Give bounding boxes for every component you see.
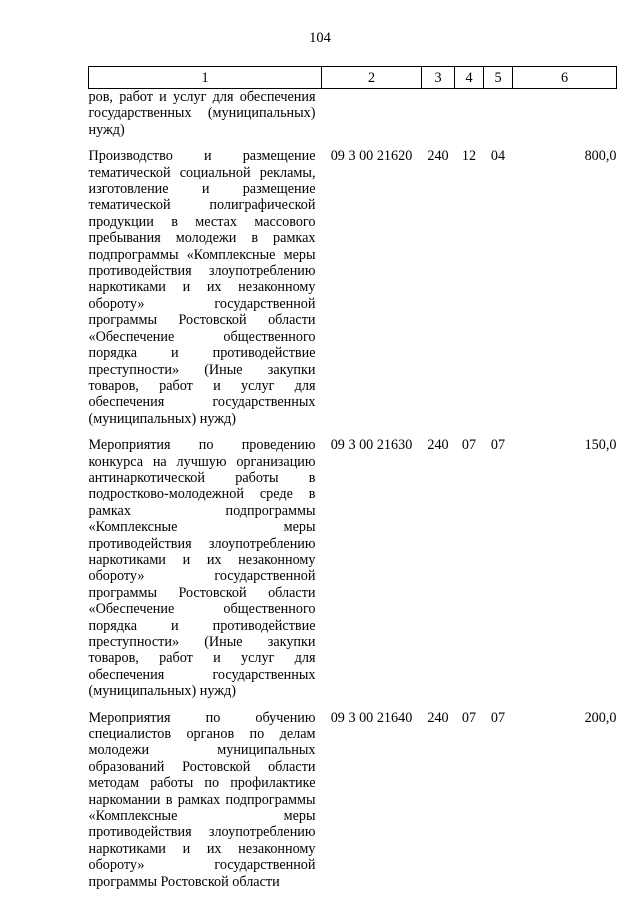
table-row — [89, 89, 617, 139]
row-target-article — [322, 89, 422, 139]
row-subsection: 07 — [490, 437, 506, 454]
table-row — [89, 427, 617, 700]
row-target-article: 09 3 00 21640 — [330, 709, 413, 726]
row-description: ров, работ и услуг для обеспечения государственных (муниципальных) нужд) — [88, 89, 316, 138]
row-description: Производство и размещение тематической социальной рекламы, изготовление и размещение тематической полиграфической продукции в местах массового пребывания молодежи в рамках подпрограммы «Комплексные меры противодействия злоупотреблению наркотиками и их незаконному обороту» государственной программы Ростовской области «Обеспечение общественного порядка и противодействие преступности» (Иные закупки товаров, работ и услуг для обеспечения государственных (муниципальных) нужд) — [88, 148, 316, 427]
row-section: 12 — [461, 148, 477, 165]
row-description: Мероприятия по проведению конкурса на лучшую организацию антинаркотической работы в подростково-молодежной среде в рамках подпрограммы «Комплексные меры противодействия злоупотреблению наркотиками и их незаконному обороту» государственной программы Ростовской области «Обеспечение общественного порядка и противодействие преступности» (Иные закупки товаров, работ и услуг для обеспечения государственных (муниципальных) нужд) — [88, 437, 316, 700]
row-description: Мероприятия по обучению специалистов органов по делам молодежи муниципальных образований Ростовской области методам работы по профилактике наркомании в рамках подпрограммы «Комплексные меры противодействия злоупотреблению наркотиками и их незаконному обороту» государственной программы Ростовской области — [88, 709, 316, 890]
row-expense-type: 240 — [427, 709, 449, 726]
row-target-article: 09 3 00 21630 — [330, 437, 413, 454]
header-col-1: 1 — [89, 67, 322, 89]
budget-table — [88, 66, 617, 890]
header-col-3: 3 — [422, 67, 455, 89]
row-expense-type: 240 — [427, 148, 449, 165]
row-section — [455, 89, 484, 139]
header-col-2: 2 — [322, 67, 422, 89]
table-row — [89, 138, 617, 427]
row-section: 07 — [461, 709, 477, 726]
row-section: 07 — [461, 437, 477, 454]
row-sum: 800,0 — [584, 148, 617, 165]
header-col-6: 6 — [513, 67, 617, 89]
row-sum: 150,0 — [584, 437, 617, 454]
row-subsection: 04 — [490, 148, 506, 165]
row-sum: 200,0 — [584, 709, 617, 726]
row-subsection — [484, 89, 513, 139]
header-col-4: 4 — [455, 67, 484, 89]
row-target-article: 09 3 00 21620 — [330, 148, 413, 165]
row-expense-type — [422, 89, 455, 139]
header-col-5: 5 — [484, 67, 513, 89]
table-header-row — [89, 67, 617, 89]
page-number: 104 — [309, 30, 331, 46]
row-sum — [513, 89, 617, 139]
row-subsection: 07 — [490, 709, 506, 726]
row-expense-type: 240 — [427, 437, 449, 454]
table-row — [89, 700, 617, 890]
